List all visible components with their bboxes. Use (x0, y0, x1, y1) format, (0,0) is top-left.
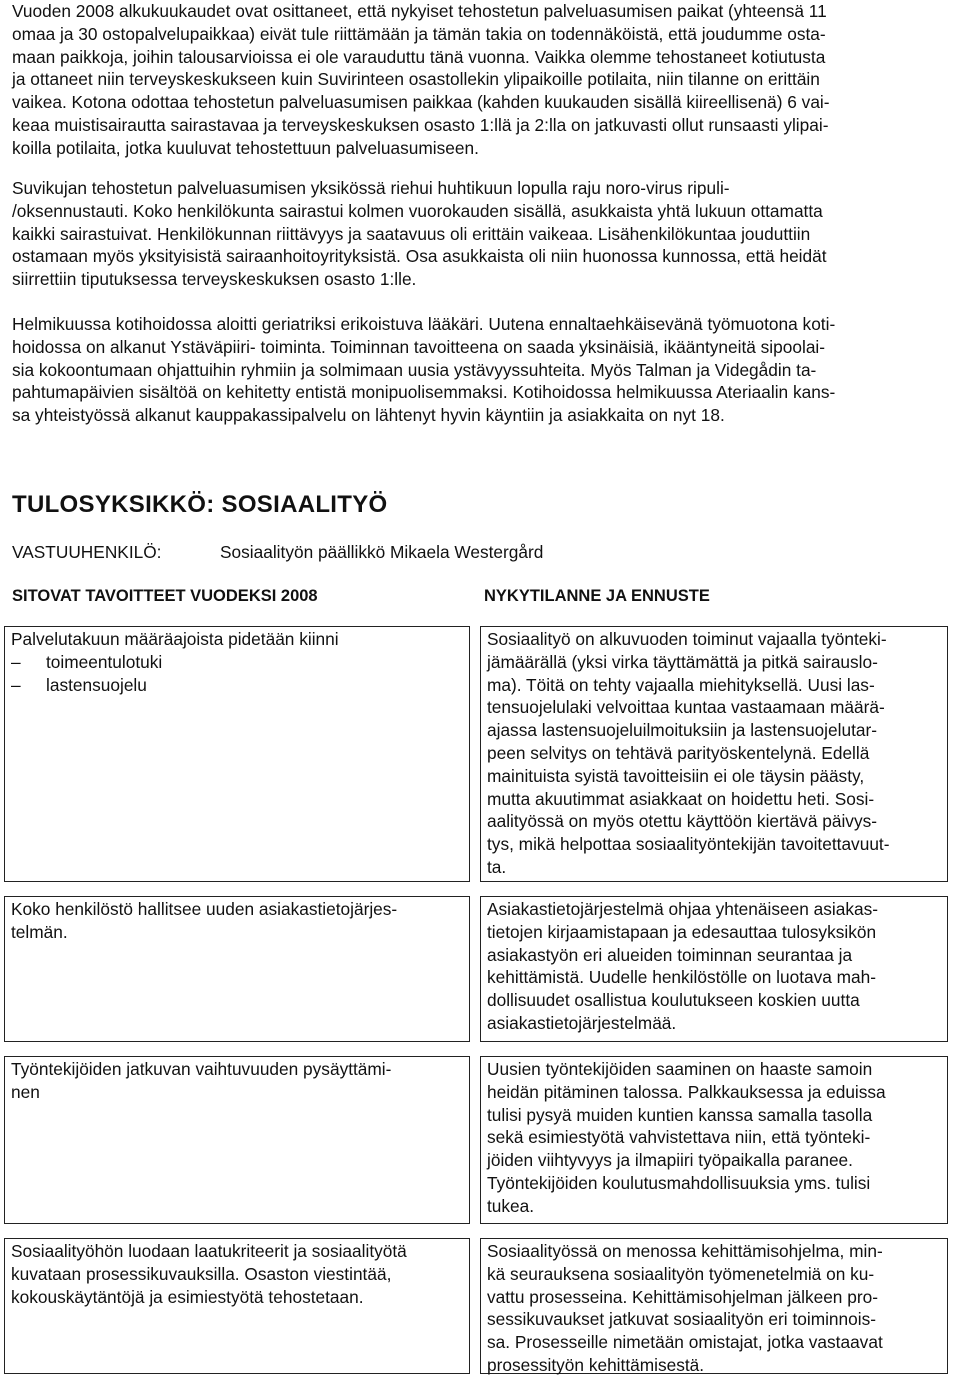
text-line: /oksennustauti. Koko henkilökunta sairastui kolmen vuorokauden sisällä, asukkaista yhtä lukuun ottamatta (12, 200, 823, 221)
status-text: asiakastyön eri alueiden toiminnan seurantaa ja (487, 944, 853, 965)
goal-text: Sosiaalityöhön luodaan laatukriteerit ja sosiaalityötä (11, 1241, 407, 1261)
text-line: ostamaan myös yksityisistä sairaanhoitoyrityksistä. Osa asukkaista oli niin huonossa kunnossa, että heidät (12, 246, 827, 267)
dash-bullet-icon: – (11, 674, 21, 695)
status-text: tietojen kirjaamistapaan ja edesauttaa tulosyksikön (487, 921, 877, 942)
status-box (480, 626, 948, 882)
goal-box (4, 626, 470, 882)
status-text: dollisuudet osallistua koulutukseen koskien uutta (487, 990, 860, 1011)
intro-paragraph-1 (12, 0, 948, 160)
goal-text: Palvelutakuun määräajoista pidetään kiinni (11, 629, 339, 649)
status-box (480, 1238, 948, 1374)
text-line: Suvikujan tehostetun palveluasumisen yksikössä riehui huhtikuun lopulla raju noro-virus ripuli- (12, 178, 730, 198)
status-text: Sosiaalityö on alkuvuoden toiminut vajaalla työnteki- (487, 629, 887, 649)
status-text: tulisi pysyä muiden kuntien kanssa samalla tasolla (487, 1104, 873, 1125)
goal-text: nen (11, 1081, 40, 1102)
status-text: heidän pitäminen talossa. Palkkauksessa ja eduissa (487, 1081, 886, 1102)
status-text: sekä esimiestyötä vahvistettava niin, että työnteki- (487, 1127, 871, 1148)
goal-box (4, 896, 470, 1042)
status-text: aalityössä on myös otettu käyttöön kiertävä päivys- (487, 811, 877, 832)
text-line: koilla potilaita, jotka kuuluvat tehostettuun palveluasumiseen. (12, 137, 479, 158)
status-text: sessikuvaukset jatkuvat sosiaalityön eri toiminnois- (487, 1309, 876, 1330)
text-line: Helmikuussa kotihoidossa aloitti geriatriksi erikoistuva lääkäri. Uutena ennaltaehkäisevänä työmuotona koti- (12, 314, 836, 334)
text-line: hoidossa on alkanut Ystäväpiiri- toiminta. Toiminnan tavoitteena on saada yksinäisiä, ikääntyneitä sipoolai- (12, 336, 826, 357)
text-line: siirrettiin tiputuksessa terveyskeskuksen osasto 1:lle. (12, 269, 417, 290)
status-text: jöiden viihtyvyys ja ilmapiiri työpaikalla paranee. (487, 1150, 853, 1171)
status-box (480, 896, 948, 1042)
text-line: omaa ja 30 ostopalvelupaikkaa) eivät tule riittämään ja tämän takia on todennäköistä, että joudumme osta- (12, 23, 826, 44)
status-text: Työntekijöiden koulutusmahdollisuuksia yms. tulisi (487, 1172, 871, 1193)
left-column-header: SITOVAT TAVOITTEET VUODEKSI 2008 (12, 587, 318, 605)
intro-paragraph-2 (12, 177, 948, 291)
goal-box (4, 1238, 470, 1374)
status-text: tys, mikä helpottaa sosiaalityöntekijän tavoitettavuut- (487, 834, 890, 855)
status-text: mainituista syistä tavoitteisiin ei ole täysin päästy, (487, 765, 865, 786)
status-text: mutta akuutimmat asiakkaat on hoidettu heti. Sosi- (487, 788, 875, 809)
status-text: vattu prosesseina. Kehittämisohjelman jälkeen pro- (487, 1286, 878, 1307)
text-line: sa yhteistyössä alkanut kauppakassipalvelu on lähtenyt hyvin käyntiin ja asiakkaita on nyt 18. (12, 405, 725, 426)
status-text: ta. (487, 856, 507, 877)
text-line: Vuoden 2008 alkukuukaudet ovat osittaneet, että nykyiset tehostetun palveluasumisen paikat (yhteensä 11 (12, 1, 827, 21)
responsible-label: VASTUUHENKILÖ: (12, 542, 162, 562)
right-column-header: NYKYTILANNE JA ENNUSTE (484, 587, 710, 605)
goal-text: telmän. (11, 921, 68, 942)
status-text: Uusien työntekijöiden saaminen on haaste samoin (487, 1059, 873, 1079)
responsible-value: Sosiaalityön päällikkö Mikaela Westergård (220, 542, 544, 562)
goal-text: Koko henkilöstö hallitsee uuden asiakastietojärjes- (11, 899, 398, 919)
status-text: kehittämistä. Uudelle henkilöstölle on luotava mah- (487, 967, 877, 988)
text-line: keaa muistisairautta sairastavaa ja terveyskeskuksen osasto 1:llä ja 2:lla on jatkuvasti ollut runsaasti ylipai- (12, 114, 829, 135)
text-line: maan paikkoja, joihin talousarvioissa ei ole varauduttu tänä vuonna. Vaikka olemme tehostaneet kotiutusta (12, 46, 826, 67)
status-text: asiakastietojärjestelmää. (487, 1012, 677, 1033)
goal-text: kokouskäytäntöjä ja esimiestyötä tehostetaan. (11, 1286, 364, 1307)
goal-list-item: – lastensuojelu (11, 674, 147, 695)
goal-list-item: – toimeentulotuki (11, 651, 163, 672)
status-text: jämäärällä (yksi virka täyttämättä ja pitkä sairauslo- (487, 651, 878, 672)
goal-box (4, 1056, 470, 1224)
status-text: ma). Töitä on tehty vajaalla miehityksellä. Uusi las- (487, 674, 875, 695)
text-line: sia kokoontumaan ohjattuihin ryhmiin ja solmimaan uusia ystävyyssuhteita. Myös Talman ja Videgådin ta- (12, 359, 817, 380)
status-text: ajassa lastensuojeluilmoituksiin ja lastensuojelutar- (487, 720, 877, 741)
text-line: pahtumapäivien sisältöä on kehitetty entistä monipuolisemmaksi. Kotihoidossa helmikuussa Ateriaalin kans- (12, 382, 836, 403)
status-text: sa. Prosesseille nimetään omistajat, jotka vastaavat (487, 1332, 883, 1353)
status-box (480, 1056, 948, 1224)
status-text: tensuojelulaki velvoittaa kuntaa vastaamaan määrä- (487, 697, 885, 718)
intro-paragraph-3 (12, 313, 948, 427)
status-text: Sosiaalityössä on menossa kehittämisohjelma, min- (487, 1241, 883, 1261)
status-text: Asiakastietojärjestelmä ohjaa yhtenäiseen asiakas- (487, 899, 878, 919)
text-line: ja ottaneet niin terveyskeskukseen kuin Suvirinteen osastollekin ylipaikoille potilaita, niin tilanne on erittäin (12, 69, 820, 90)
goal-text: Työntekijöiden jatkuvan vaihtuvuuden pysäyttämi- (11, 1059, 392, 1079)
section-title: TULOSYKSIKKÖ: SOSIAALITYÖ (12, 491, 388, 518)
text-line: vaikea. Kotona odottaa tehostetun palveluasumisen paikkaa (kahden kuukauden sisällä kiireellisenä) 6 vai- (12, 92, 830, 113)
goal-text: kuvataan prosessikuvauksilla. Osaston viestintää, (11, 1263, 392, 1284)
status-text: peen selvitys on tehtävä parityöskentelynä. Edellä (487, 742, 870, 763)
status-text: kä seurauksena sosiaalityön työmenetelmiä on ku- (487, 1263, 875, 1284)
dash-bullet-icon: – (11, 651, 21, 672)
text-line: kaikki sairastuivat. Henkilökunnan riittävyys ja saatavuus oli erittäin vaikeaa. Lisähenkilökuntaa jouduttiin (12, 223, 811, 244)
status-text: prosessityön kehittämisestä. (487, 1354, 705, 1375)
status-text: tukea. (487, 1195, 535, 1216)
